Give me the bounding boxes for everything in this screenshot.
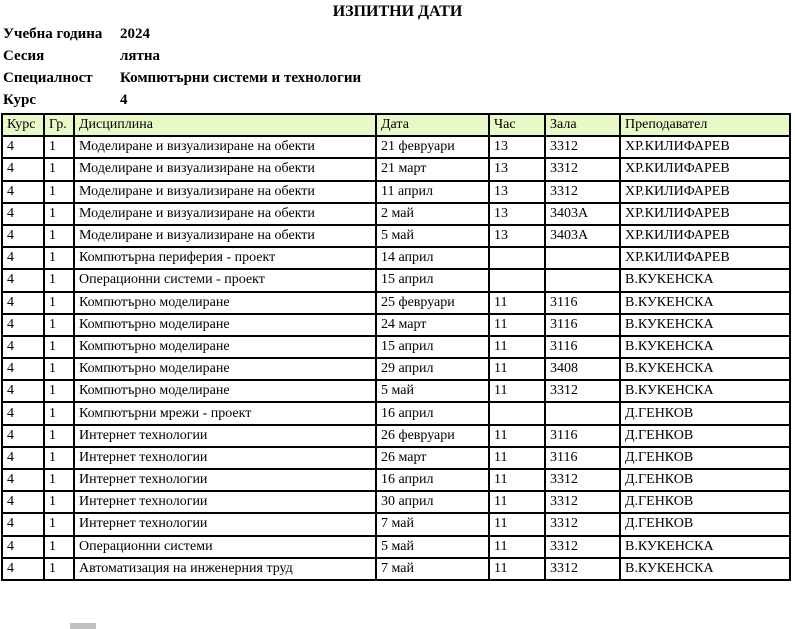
table-cell: 25 февруари	[376, 292, 489, 314]
table-cell: Моделиране и визуализиране на обекти	[74, 225, 376, 247]
table-cell: 11	[489, 536, 545, 558]
table-cell: 3312	[545, 136, 620, 158]
info-label-session: Сесия	[3, 47, 45, 64]
table-cell: 1	[44, 425, 74, 447]
table-cell: 3312	[545, 181, 620, 203]
table-cell: 3312	[545, 536, 620, 558]
table-cell: 3312	[545, 469, 620, 491]
table-cell: 4	[2, 491, 44, 513]
table-cell: 13	[489, 136, 545, 158]
info-value-course: 4	[120, 91, 128, 108]
table-cell	[489, 402, 545, 424]
table-cell	[545, 402, 620, 424]
table-cell: Компютърни мрежи - проект	[74, 402, 376, 424]
table-row	[2, 469, 790, 491]
table-cell: 24 март	[376, 314, 489, 336]
table-cell: 1	[44, 447, 74, 469]
table-cell: В.КУКЕНСКА	[620, 536, 790, 558]
info-row-session	[0, 45, 795, 67]
table-cell	[545, 247, 620, 269]
table-cell: 7 май	[376, 513, 489, 535]
table-cell: Операционни системи - проект	[74, 269, 376, 291]
table-cell: В.КУКЕНСКА	[620, 558, 790, 580]
table-cell: 1	[44, 158, 74, 180]
table-cell: 3312	[545, 513, 620, 535]
column-header-date: Дата	[376, 114, 489, 136]
table-row	[2, 336, 790, 358]
table-cell: 4	[2, 558, 44, 580]
info-label-school-year: Учебна година	[3, 25, 103, 42]
table-cell: 11	[489, 469, 545, 491]
table-cell: 1	[44, 292, 74, 314]
table-cell: 21 март	[376, 158, 489, 180]
page-title: ИЗПИТНИ ДАТИ	[332, 3, 463, 20]
table-cell: 11	[489, 491, 545, 513]
table-cell	[545, 269, 620, 291]
table-cell: Д.ГЕНКОВ	[620, 402, 790, 424]
table-cell: 15 април	[376, 269, 489, 291]
table-cell: 1	[44, 536, 74, 558]
table-cell: 3312	[545, 158, 620, 180]
table-cell: 21 февруари	[376, 136, 489, 158]
table-header-row	[2, 114, 790, 136]
table-cell: 14 април	[376, 247, 489, 269]
table-cell: В.КУКЕНСКА	[620, 269, 790, 291]
table-cell: 3408	[545, 358, 620, 380]
table-cell: Компютърно моделиране	[74, 380, 376, 402]
table-cell: Операционни системи	[74, 536, 376, 558]
table-cell: Компютърно моделиране	[74, 358, 376, 380]
partial-row-fragment	[70, 623, 96, 629]
table-row	[2, 203, 790, 225]
table-row	[2, 225, 790, 247]
table-cell: 4	[2, 447, 44, 469]
table-cell: 3116	[545, 425, 620, 447]
table-cell: ХР.КИЛИФАРЕВ	[620, 158, 790, 180]
table-cell: 1	[44, 247, 74, 269]
table-cell: 4	[2, 402, 44, 424]
info-row-course	[0, 89, 795, 111]
table-cell: Компютърно моделиране	[74, 336, 376, 358]
table-cell: Д.ГЕНКОВ	[620, 447, 790, 469]
table-cell: 1	[44, 558, 74, 580]
table-cell: Компютърно моделиране	[74, 292, 376, 314]
table-cell: 13	[489, 181, 545, 203]
table-cell: ХР.КИЛИФАРЕВ	[620, 136, 790, 158]
table-cell: 1	[44, 358, 74, 380]
table-cell: 2 май	[376, 203, 489, 225]
table-cell: 4	[2, 225, 44, 247]
table-cell: Моделиране и визуализиране на обекти	[74, 181, 376, 203]
table-cell: 1	[44, 469, 74, 491]
table-cell: 3403А	[545, 203, 620, 225]
table-cell: 5 май	[376, 536, 489, 558]
column-header-group: Гр.	[44, 114, 74, 136]
table-cell: 7 май	[376, 558, 489, 580]
table-cell: 5 май	[376, 225, 489, 247]
table-cell: 4	[2, 380, 44, 402]
table-cell: 29 април	[376, 358, 489, 380]
table-row	[2, 181, 790, 203]
table-cell: 11	[489, 513, 545, 535]
table-cell: 3116	[545, 336, 620, 358]
table-cell: 13	[489, 158, 545, 180]
table-cell: 1	[44, 136, 74, 158]
column-header-room: Зала	[545, 114, 620, 136]
table-cell: 5 май	[376, 380, 489, 402]
table-cell: 4	[2, 203, 44, 225]
table-cell: 1	[44, 203, 74, 225]
table-cell: ХР.КИЛИФАРЕВ	[620, 203, 790, 225]
table-cell: 16 април	[376, 402, 489, 424]
table-cell: Д.ГЕНКОВ	[620, 469, 790, 491]
table-cell: ХР.КИЛИФАРЕВ	[620, 181, 790, 203]
column-header-hour: Час	[489, 114, 545, 136]
table-cell: 3312	[545, 558, 620, 580]
table-cell: 11	[489, 380, 545, 402]
table-cell: Интернет технологии	[74, 425, 376, 447]
table-cell: Компютърна периферия - проект	[74, 247, 376, 269]
table-cell: 1	[44, 336, 74, 358]
column-header-course: Курс	[2, 114, 44, 136]
table-cell: Д.ГЕНКОВ	[620, 491, 790, 513]
column-header-teacher: Преподавател	[620, 114, 790, 136]
table-row	[2, 269, 790, 291]
table-cell: 3116	[545, 447, 620, 469]
table-cell: Интернет технологии	[74, 469, 376, 491]
table-row	[2, 247, 790, 269]
table-row	[2, 380, 790, 402]
table-cell: Интернет технологии	[74, 447, 376, 469]
table-cell: Моделиране и визуализиране на обекти	[74, 158, 376, 180]
table-cell	[489, 247, 545, 269]
table-cell: 11	[489, 336, 545, 358]
table-row	[2, 358, 790, 380]
table-cell: 26 март	[376, 447, 489, 469]
table-cell: 3116	[545, 292, 620, 314]
table-cell: 1	[44, 181, 74, 203]
table-cell: 11	[489, 425, 545, 447]
table-cell: 13	[489, 225, 545, 247]
table-cell: 30 април	[376, 491, 489, 513]
table-cell: 16 април	[376, 469, 489, 491]
table-row	[2, 314, 790, 336]
table-row	[2, 425, 790, 447]
table-cell: Компютърно моделиране	[74, 314, 376, 336]
table-cell: 3116	[545, 314, 620, 336]
table-cell: 4	[2, 336, 44, 358]
table-cell: В.КУКЕНСКА	[620, 358, 790, 380]
table-cell: 11	[489, 358, 545, 380]
table-cell: В.КУКЕНСКА	[620, 292, 790, 314]
table-cell: 1	[44, 225, 74, 247]
table-cell: 4	[2, 158, 44, 180]
table-cell: 11	[489, 314, 545, 336]
info-row-school-year	[0, 23, 795, 45]
table-cell: 11 април	[376, 181, 489, 203]
table-cell: Д.ГЕНКОВ	[620, 425, 790, 447]
table-cell: Интернет технологии	[74, 491, 376, 513]
info-label-course: Курс	[3, 91, 37, 108]
table-cell: 4	[2, 314, 44, 336]
table-cell: 4	[2, 136, 44, 158]
info-value-school-year: 2024	[120, 25, 150, 42]
table-cell: Интернет технологии	[74, 513, 376, 535]
table-cell: 13	[489, 203, 545, 225]
table-cell: Автоматизация на инженерния труд	[74, 558, 376, 580]
table-row	[2, 158, 790, 180]
info-label-specialty: Специалност	[3, 69, 93, 86]
table-row	[2, 513, 790, 535]
table-cell: 1	[44, 380, 74, 402]
info-value-session: лятна	[120, 47, 161, 64]
table-cell: В.КУКЕНСКА	[620, 380, 790, 402]
table-cell: Д.ГЕНКОВ	[620, 513, 790, 535]
exam-table-head	[2, 114, 790, 136]
table-cell: 4	[2, 536, 44, 558]
table-cell: 4	[2, 513, 44, 535]
table-cell: 1	[44, 402, 74, 424]
table-cell: 4	[2, 469, 44, 491]
table-cell: 11	[489, 558, 545, 580]
table-cell: 26 февруари	[376, 425, 489, 447]
table-cell: 4	[2, 358, 44, 380]
table-row	[2, 536, 790, 558]
table-cell: Моделиране и визуализиране на обекти	[74, 203, 376, 225]
table-cell: 4	[2, 181, 44, 203]
table-row	[2, 402, 790, 424]
table-row	[2, 447, 790, 469]
table-row	[2, 292, 790, 314]
table-cell: ХР.КИЛИФАРЕВ	[620, 225, 790, 247]
info-row-specialty	[0, 67, 795, 89]
exam-table-body	[2, 136, 790, 580]
table-row	[2, 558, 790, 580]
table-cell: 4	[2, 247, 44, 269]
table-cell: В.КУКЕНСКА	[620, 314, 790, 336]
table-cell: 11	[489, 447, 545, 469]
table-cell: 11	[489, 292, 545, 314]
table-cell: 4	[2, 425, 44, 447]
info-block	[0, 23, 795, 111]
info-value-specialty: Компютърни системи и технологии	[120, 69, 362, 86]
table-row	[2, 136, 790, 158]
exam-table	[1, 113, 791, 581]
table-cell: 3403А	[545, 225, 620, 247]
table-cell: В.КУКЕНСКА	[620, 336, 790, 358]
table-cell: 15 април	[376, 336, 489, 358]
table-cell: 1	[44, 491, 74, 513]
table-cell: 3312	[545, 380, 620, 402]
table-cell: Моделиране и визуализиране на обекти	[74, 136, 376, 158]
table-row	[2, 491, 790, 513]
table-cell: 1	[44, 269, 74, 291]
table-cell: ХР.КИЛИФАРЕВ	[620, 247, 790, 269]
table-cell	[489, 269, 545, 291]
table-cell: 4	[2, 269, 44, 291]
table-cell: 3312	[545, 491, 620, 513]
column-header-discipline: Дисциплина	[74, 114, 376, 136]
table-cell: 1	[44, 513, 74, 535]
table-cell: 1	[44, 314, 74, 336]
table-cell: 4	[2, 292, 44, 314]
